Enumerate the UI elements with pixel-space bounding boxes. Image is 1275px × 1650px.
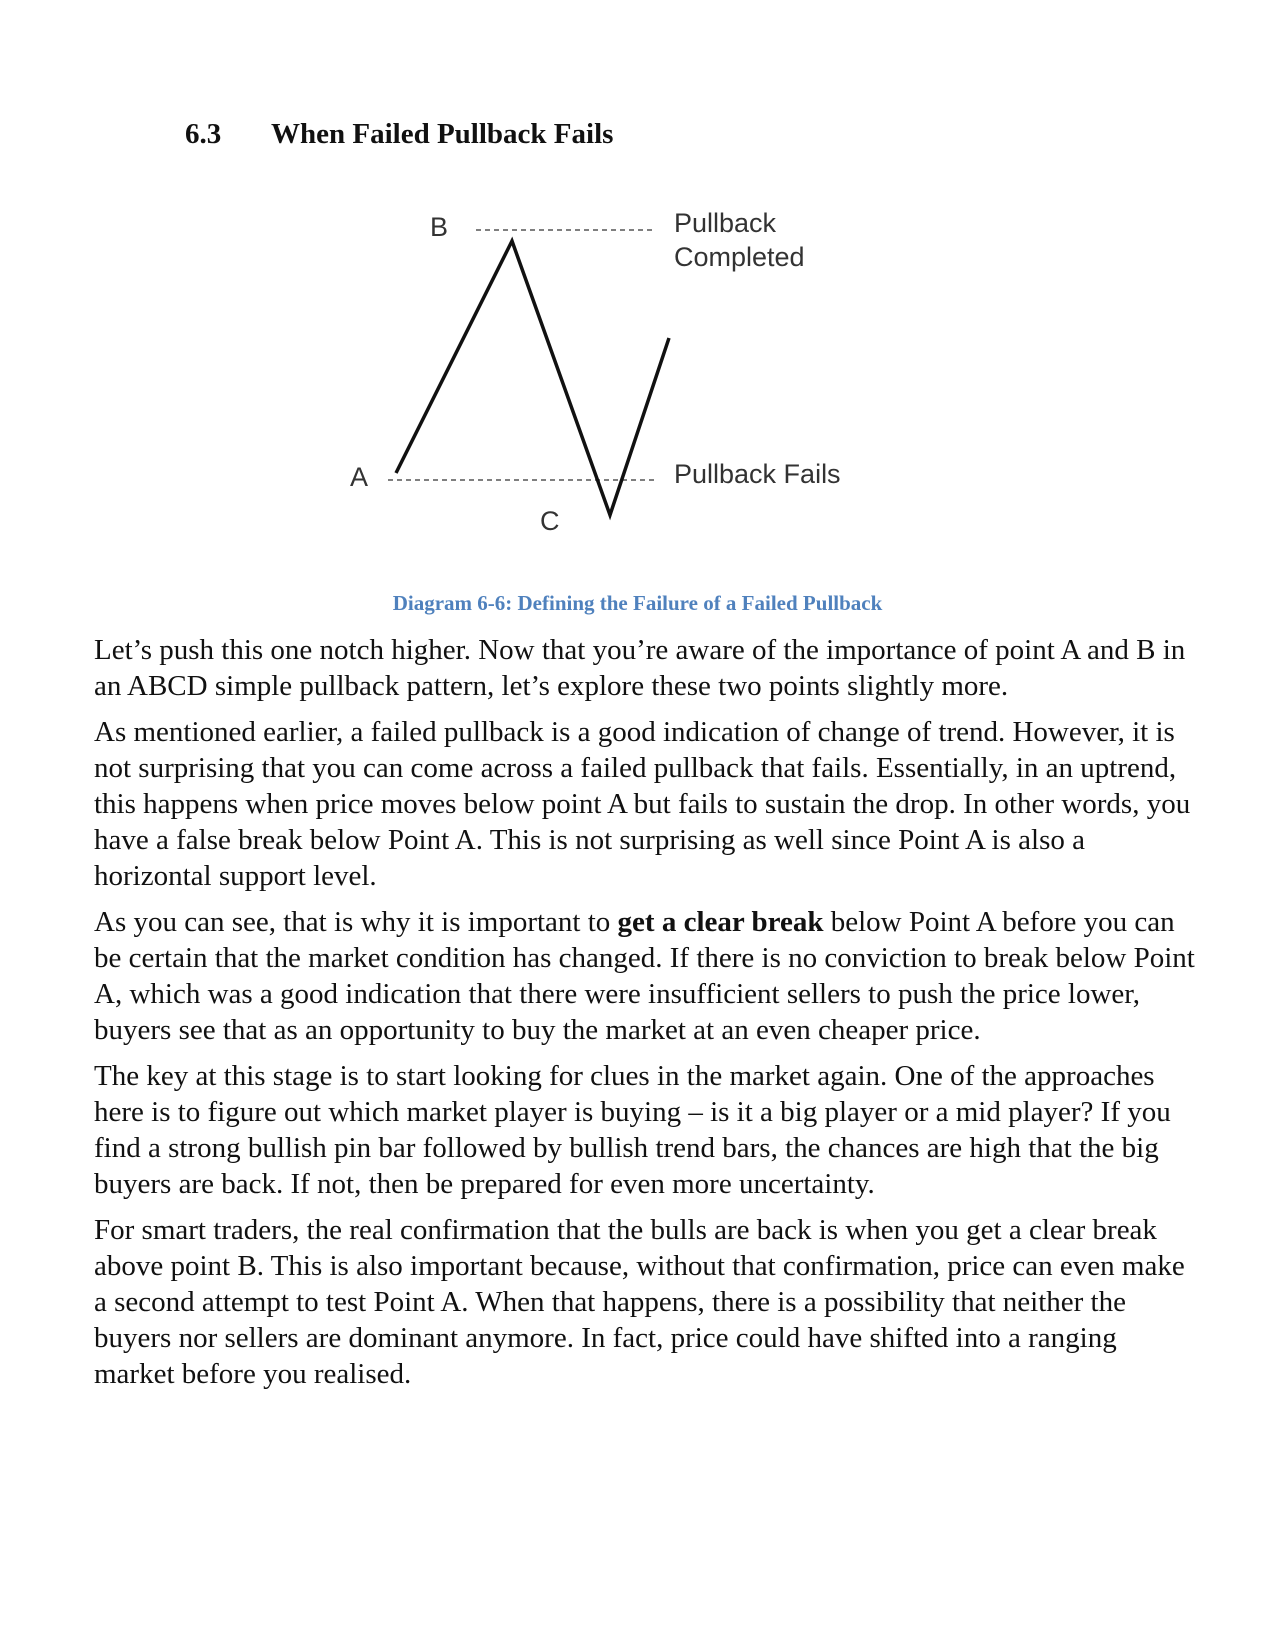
paragraph-3-start: As you can see, that is why it is important to bbox=[94, 906, 618, 938]
paragraph-3-emphasis: get a clear break bbox=[617, 906, 824, 938]
section-title: When Failed Pullback Fails bbox=[271, 118, 614, 150]
point-a-label: A bbox=[350, 462, 369, 492]
paragraph-1: Let’s push this one notch higher. Now that you’re aware of the importance of point A and B in an ABCD simple pullback pattern, let’s explore these two points slightly more. bbox=[94, 634, 1186, 702]
pullback-diagram-svg bbox=[340, 175, 880, 550]
price-path bbox=[396, 241, 669, 515]
pullback-completed-label-line1: Pullback bbox=[674, 208, 777, 238]
pullback-completed-label-line2: Completed bbox=[674, 242, 805, 272]
paragraph-5: For smart traders, the real confirmation that the bulls are back is when you get a clear break above point B. This is also important because, without that confirmation, price can even make a second attempt to test Point A. When that happens, there is a possibility that neither the buyers nor sellers are dominant anymore. In fact, price could have shifted into a ranging market before you realised. bbox=[94, 1214, 1185, 1390]
paragraph-3 bbox=[94, 904, 1204, 1048]
point-c-label: C bbox=[540, 506, 560, 536]
section-number: 6.3 bbox=[185, 118, 222, 150]
paragraph-4: The key at this stage is to start looking for clues in the market again. One of the approaches here is to figure out which market player is buying – is it a big player or a mid player? If you find a strong bullish pin bar followed by bullish trend bars, the chances are high that the big buyers are back. If not, then be prepared for even more uncertainty. bbox=[94, 1060, 1171, 1200]
paragraph-3-end: below Point A before you can be certain that the market condition has changed. If there is no conviction to break below Point A, which was a good indication that there were insufficient sellers to push the price lower, buyers see that as an opportunity to buy the market at an even cheaper price. bbox=[94, 906, 1195, 1046]
body-text bbox=[94, 632, 1204, 1402]
section-heading bbox=[185, 118, 613, 151]
diagram-caption: Diagram 6-6: Defining the Failure of a Failed Pullback bbox=[392, 591, 883, 615]
point-b-label: B bbox=[430, 212, 449, 242]
pullback-fails-label: Pullback Fails bbox=[674, 459, 841, 489]
pullback-diagram bbox=[340, 175, 880, 555]
paragraph-2: As mentioned earlier, a failed pullback is a good indication of change of trend. However, it is not surprising that you can come across a failed pullback that fails. Essentially, in an uptrend, this happens when price moves below point A but fails to sustain the drop. In other words, you have a false break below Point A. This is not surprising as well since Point A is also a horizontal support level. bbox=[94, 716, 1191, 892]
